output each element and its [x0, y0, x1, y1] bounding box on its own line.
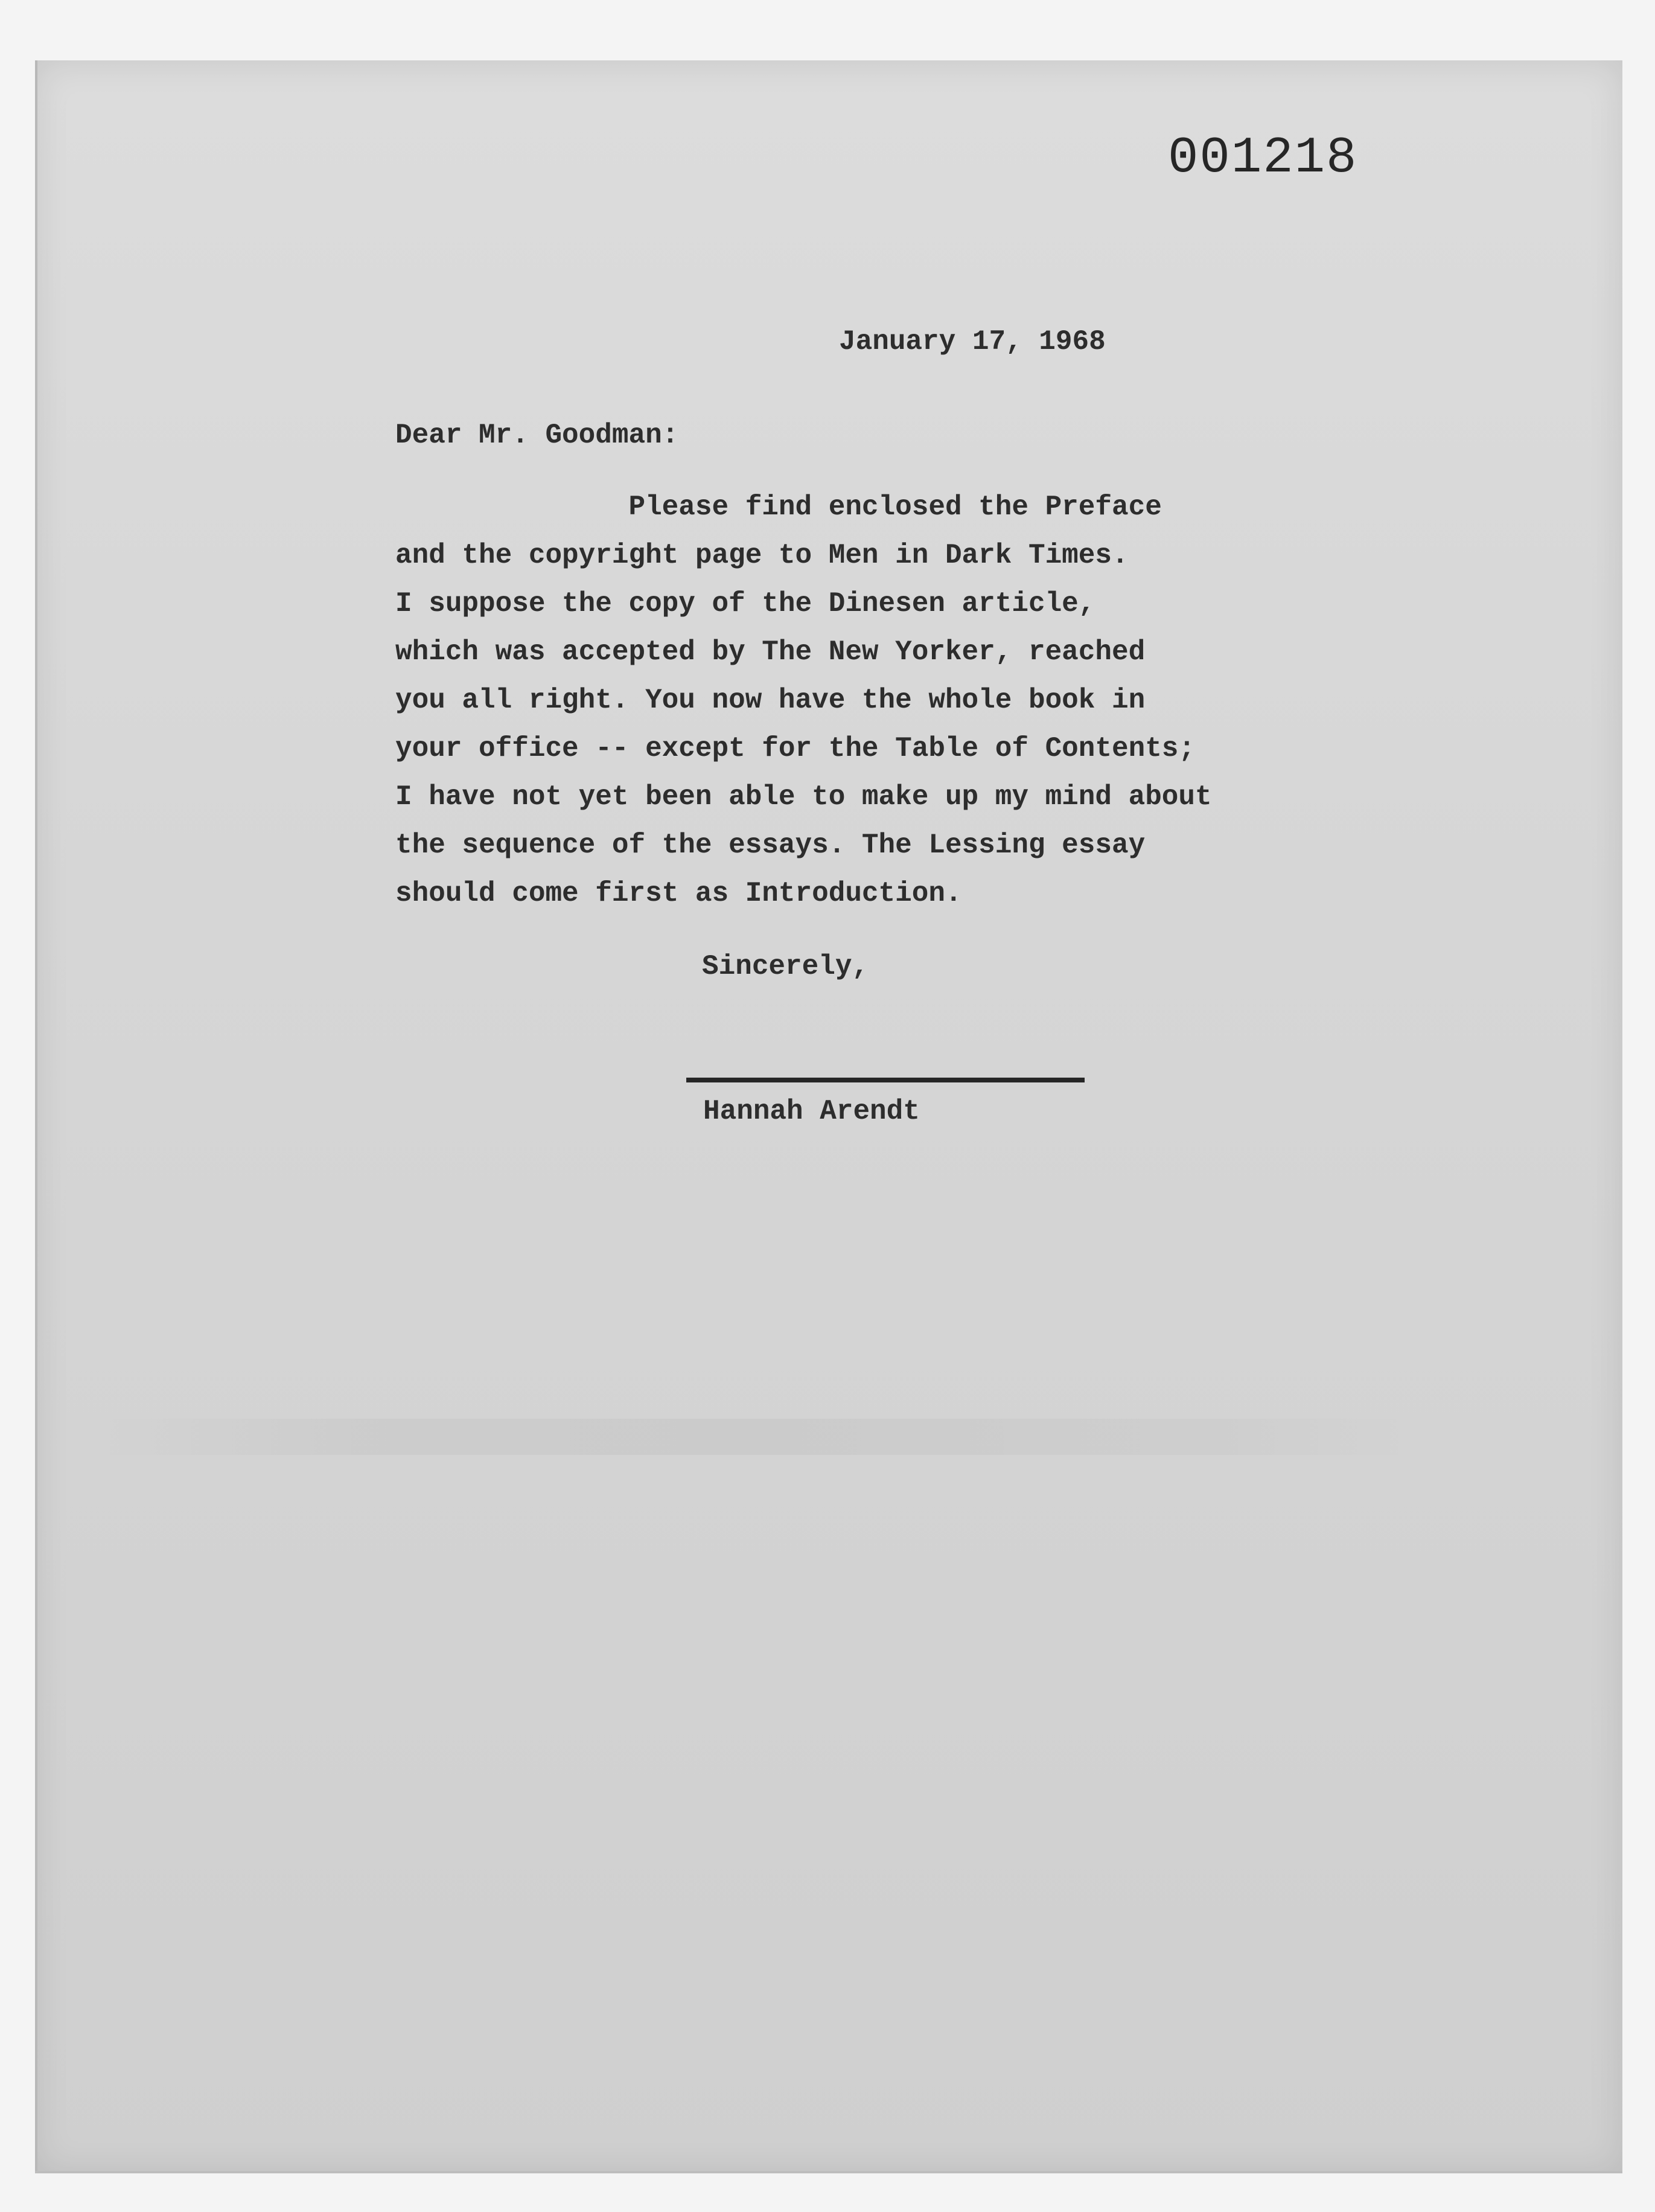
body-line: you all right. You now have the whole book in — [395, 685, 1146, 716]
signature-line — [686, 1078, 1085, 1082]
signer-name: Hannah Arendt — [703, 1096, 920, 1127]
body-line: Please find enclosed the Preface — [395, 491, 1162, 523]
page-left-edge — [35, 60, 37, 2173]
body-line: I suppose the copy of the Dinesen article, — [395, 588, 1095, 619]
body-line: the sequence of the essays. The Lessing essay — [395, 830, 1146, 861]
body-line: should come first as Introduction. — [395, 878, 962, 909]
page-bottom-edge — [35, 2171, 1622, 2173]
body-line: I have not yet been able to make up my mind about — [395, 781, 1212, 813]
body-line: and the copyright page to Men in Dark Times. — [395, 540, 1129, 571]
paper-bleed-through — [91, 1419, 1418, 1455]
body-line: your office -- except for the Table of Contents; — [395, 733, 1196, 764]
body-line: which was accepted by The New Yorker, reached — [395, 636, 1146, 668]
letter-body — [395, 483, 1301, 918]
salutation: Dear Mr. Goodman: — [395, 420, 679, 451]
closing: Sincerely, — [702, 951, 869, 982]
letter-date: January 17, 1968 — [839, 326, 1106, 357]
archive-number: 001218 — [1168, 130, 1358, 187]
